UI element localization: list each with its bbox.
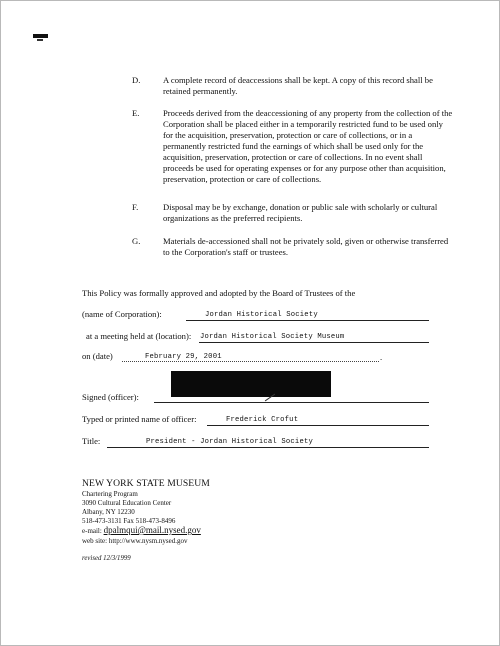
- title-underline: [107, 447, 429, 448]
- date-underline: [122, 361, 379, 362]
- email-label: e-mail:: [82, 527, 102, 535]
- museum-center: 3090 Cultural Education Center: [82, 499, 172, 507]
- museum-program: Chartering Program: [82, 490, 138, 498]
- web-link[interactable]: http://www.nysm.nysed.gov: [108, 537, 188, 545]
- item-text: Materials de-accessioned shall not be privately sold, given or otherwise transferred to the Corporation's staff or trustees.: [163, 236, 449, 257]
- email-link[interactable]: dpalmqui@mail.nysed.gov: [103, 525, 201, 535]
- item-text: Disposal may be by exchange, donation or public sale with scholarly or cultural organizations as the preferred recipients.: [163, 202, 438, 223]
- location-label: at a meeting held at (location):: [86, 331, 192, 341]
- museum-name: NEW YORK STATE MUSEUM: [82, 478, 210, 489]
- location-underline: [199, 342, 429, 343]
- museum-email-row: [82, 526, 201, 536]
- typed-underline: [207, 425, 429, 426]
- title-value: President - Jordan Historical Society: [146, 438, 313, 446]
- corp-underline: [186, 320, 429, 321]
- museum-web-row: [82, 537, 188, 546]
- item-text: A complete record of deaccessions shall be kept. A copy of this record shall be retained permanently.: [163, 75, 433, 96]
- redaction-block: [171, 371, 331, 397]
- date-value: February 29, 2001: [145, 353, 222, 361]
- item-letter: D.: [132, 75, 141, 85]
- date-period: .: [380, 352, 383, 362]
- web-label: web site:: [82, 537, 108, 545]
- location-value: Jordan Historical Society Museum: [200, 333, 345, 341]
- approval-intro: This Policy was formally approved and adopted by the Board of Trustees of the: [82, 288, 356, 298]
- revised-date: revised 12/3/1999: [82, 555, 131, 562]
- corp-label: (name of Corporation):: [82, 309, 162, 319]
- typed-label: Typed or printed name of officer:: [82, 414, 197, 424]
- corp-value: Jordan Historical Society: [205, 311, 318, 319]
- item-letter: E.: [132, 108, 140, 118]
- item-letter: G.: [132, 236, 141, 246]
- item-text: Proceeds derived from the deaccessioning of any property from the collection of the Corporation shall be placed either in a temporarily restricted fund to be used only for the acquisition, preservation, protection or care of collections, or in a permanently restricted fund the earnings of which shall be used only for the acquisition, preservation, protection or care of collections. In no event shall proceeds be used for operating expenses or for any purpose other than acquisition, preservation, protection or care of collections.: [163, 108, 453, 184]
- signed-label: Signed (officer):: [82, 392, 139, 402]
- signature-line: [154, 402, 429, 403]
- scan-mark: [33, 34, 48, 38]
- date-label: on (date): [82, 351, 113, 361]
- title-label: Title:: [82, 436, 101, 446]
- scan-mark-small: [37, 39, 43, 41]
- museum-city: Albany, NY 12230: [82, 508, 135, 516]
- typed-value: Frederick Crofut: [226, 416, 299, 424]
- item-letter: F.: [132, 202, 139, 212]
- museum-phone: 518-473-3131 Fax 518-473-8496: [82, 517, 176, 525]
